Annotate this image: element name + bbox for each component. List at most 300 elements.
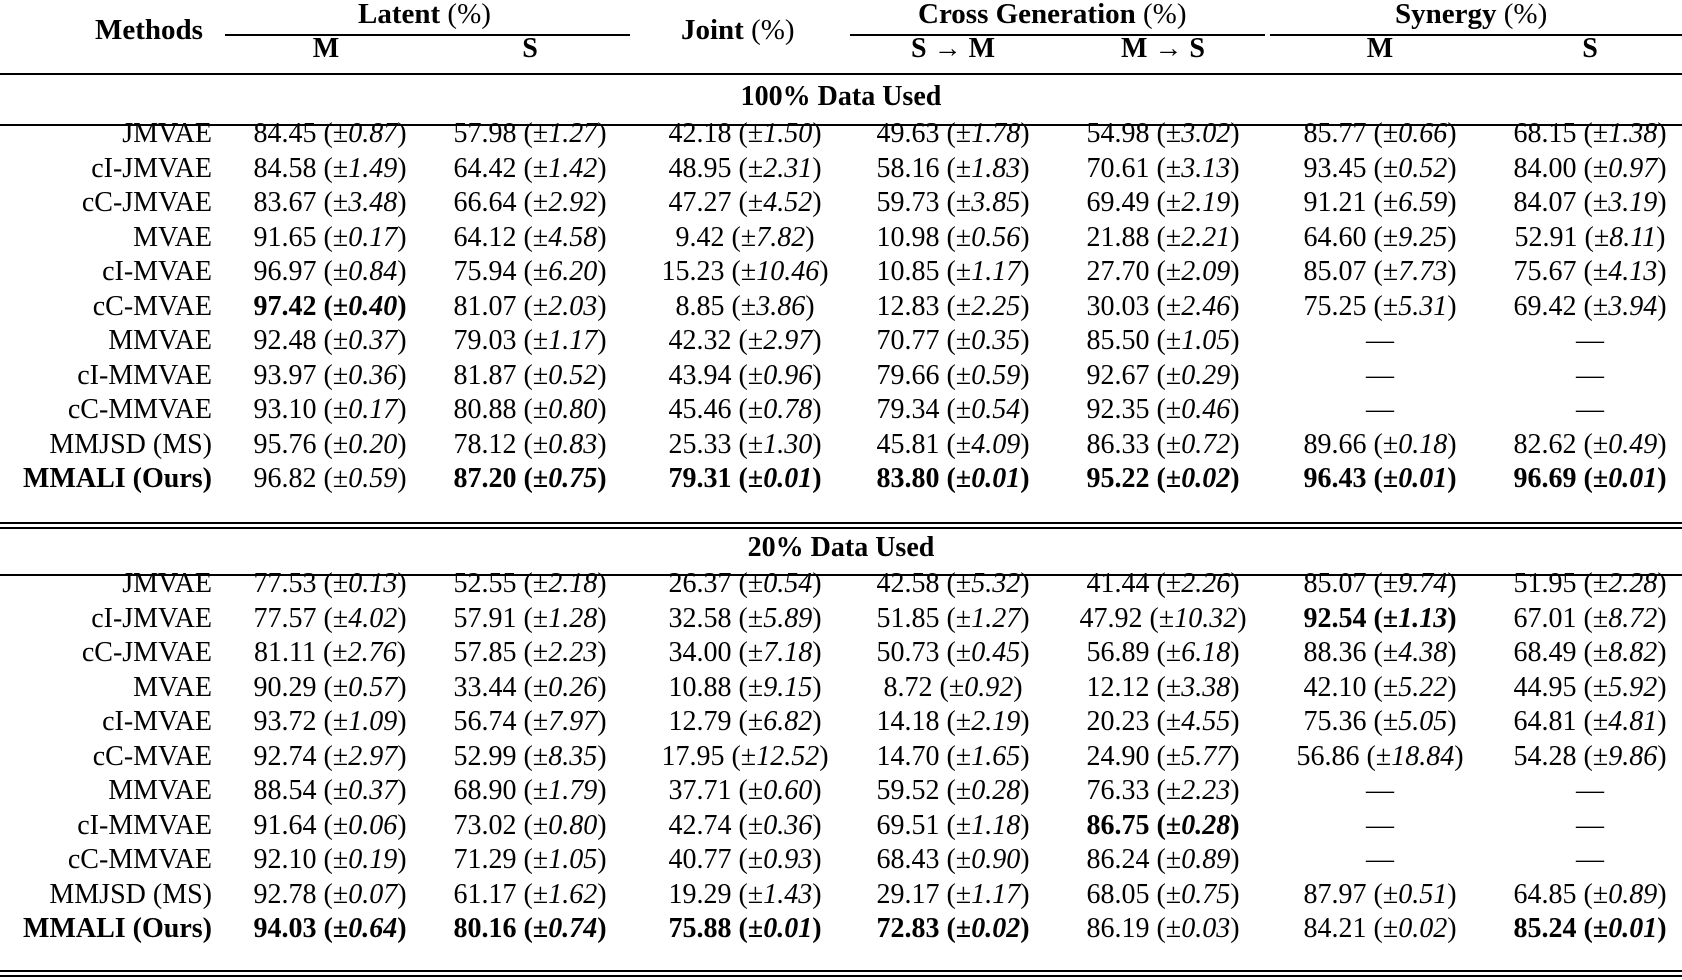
cell-value: 59.73 (876, 187, 940, 218)
cell-std: 2.26 (1181, 568, 1231, 599)
cell-value: 84.45 (253, 118, 317, 149)
cell-std: 4.55 (1181, 706, 1231, 737)
table-cell: 96.97 (±0.84) (253, 256, 407, 287)
table-cell: 71.29 (±1.05) (453, 844, 607, 875)
header-cross: Cross Generation (%) (918, 0, 1187, 30)
table-cell: 75.36 (±5.05) (1303, 706, 1457, 737)
table-cell: 84.07 (±3.19) (1513, 187, 1667, 218)
cell-std: 1.65 (971, 740, 1021, 772)
cell-std: 0.93 (763, 844, 813, 875)
cell-value: 19.29 (668, 878, 732, 910)
cell-value: 92.67 (1086, 359, 1150, 391)
table-cell: 91.21 (±6.59) (1303, 187, 1457, 218)
cell-std: 6.82 (763, 706, 813, 737)
cell-value: 12.12 (1086, 671, 1150, 703)
method-name: cC-MVAE (92, 740, 212, 772)
cell-value: 72.83 (876, 913, 940, 944)
cell-std: 18.84 (1391, 740, 1455, 772)
cell-value: 93.10 (253, 394, 317, 425)
table-cell: 96.43 (±0.01) (1303, 463, 1457, 494)
table-cell: 92.48 (±0.37) (253, 325, 407, 356)
cell-std: 0.80 (548, 809, 598, 841)
cell-std: 3.02 (1181, 118, 1231, 149)
table-cell: 29.17 (±1.17) (876, 878, 1030, 910)
cell-std: 0.90 (971, 844, 1021, 875)
table-cell: 89.66 (±0.18) (1303, 428, 1457, 460)
cell-value: 75.67 (1513, 256, 1577, 287)
cell-value: 69.51 (876, 809, 940, 841)
cell-value: 42.74 (668, 809, 732, 841)
cell-std: 0.07 (348, 878, 398, 910)
table-cell: 68.05 (±0.75) (1086, 878, 1240, 910)
table-cell (1270, 774, 1490, 808)
cell-std: 0.28 (971, 775, 1021, 806)
cell-value: 30.03 (1086, 290, 1150, 322)
cell-value: 40.77 (668, 844, 732, 875)
cell-std: 2.76 (347, 637, 397, 668)
table-cell: 42.18 (±1.50) (668, 118, 822, 149)
table-cell: 61.17 (±1.62) (453, 878, 607, 910)
table-cell (1480, 809, 1682, 843)
table-cell: 43.94 (±0.96) (668, 359, 822, 391)
empty-dash: — (1576, 325, 1604, 356)
cell-std: 0.45 (971, 637, 1021, 668)
empty-dash: — (1366, 394, 1394, 425)
cell-std: 0.01 (1608, 463, 1658, 494)
cell-std: 6.18 (1181, 637, 1231, 668)
cell-value: 45.81 (876, 428, 940, 460)
cell-std: 0.28 (1181, 809, 1231, 841)
table-cell (1480, 393, 1682, 427)
cell-std: 1.09 (348, 706, 398, 737)
cell-std: 0.17 (348, 221, 398, 253)
table-cell: 88.36 (±4.38) (1303, 637, 1457, 668)
cell-std: 1.27 (971, 602, 1021, 634)
method-name: cI-MMVAE (77, 359, 212, 391)
cell-value: 10.98 (876, 221, 940, 253)
cell-value: 92.78 (253, 878, 317, 910)
cell-std: 1.79 (548, 775, 598, 806)
table-cell: 10.98 (±0.56) (876, 221, 1030, 253)
cell-value: 92.10 (253, 844, 317, 875)
table-cell: 92.78 (±0.07) (253, 878, 407, 910)
cell-std: 5.22 (1398, 671, 1448, 703)
method-name: cI-JMVAE (91, 152, 212, 184)
table-cell: 27.70 (±2.09) (1086, 256, 1240, 287)
cell-std: 2.46 (1181, 290, 1231, 322)
cell-std: 7.18 (763, 637, 813, 668)
cell-value: 58.16 (876, 152, 940, 184)
cell-std: 0.49 (1608, 428, 1658, 460)
subheader-latent-s: S (522, 33, 538, 64)
empty-dash: — (1366, 844, 1394, 875)
table-cell: 49.63 (±1.78) (876, 118, 1030, 149)
table-cell: 95.22 (±0.02) (1086, 463, 1240, 494)
cell-value: 43.94 (668, 359, 732, 391)
table-cell: 45.81 (±4.09) (876, 428, 1030, 460)
cell-std: 1.38 (1608, 118, 1658, 149)
table-cell: 96.82 (±0.59) (253, 463, 407, 494)
method-name: MVAE (133, 221, 212, 253)
cell-std: 5.32 (971, 568, 1021, 599)
cell-value: 85.07 (1303, 568, 1367, 599)
cell-value: 91.65 (253, 221, 317, 253)
header-methods: Methods (95, 14, 203, 46)
table-cell: 32.58 (±5.89) (668, 602, 822, 634)
cell-value: 93.97 (253, 359, 317, 391)
table-cell: 93.97 (±0.36) (253, 359, 407, 391)
cell-value: 85.77 (1303, 118, 1367, 149)
table-cell: 33.44 (±0.26) (453, 671, 607, 703)
empty-dash: — (1366, 809, 1394, 841)
cell-value: 88.36 (1303, 637, 1367, 668)
cell-value: 42.32 (668, 325, 732, 356)
table-cell: 64.60 (±9.25) (1303, 221, 1457, 253)
empty-dash: — (1366, 359, 1394, 391)
cell-std: 2.97 (348, 740, 398, 772)
cell-std: 0.89 (1608, 878, 1658, 910)
table-cell: 56.89 (±6.18) (1086, 637, 1240, 668)
cell-value: 34.00 (668, 637, 732, 668)
cell-value: 52.91 (1514, 221, 1578, 253)
table-cell: 94.03 (±0.64) (253, 913, 407, 944)
cell-std: 1.05 (548, 844, 598, 875)
table-cell (1270, 359, 1490, 393)
cell-value: 81.11 (254, 637, 316, 668)
cell-std: 0.75 (548, 463, 598, 494)
table-cell: 81.87 (±0.52) (453, 359, 607, 391)
cell-std: 0.51 (1398, 878, 1448, 910)
cell-std: 3.13 (1181, 152, 1231, 184)
cell-value: 42.18 (668, 118, 732, 149)
cell-std: 1.50 (763, 118, 813, 149)
table-cell: 67.01 (±8.72) (1513, 602, 1667, 634)
cell-std: 10.46 (756, 256, 820, 287)
cell-std: 0.29 (1181, 359, 1231, 391)
table-cell: 47.92 (±10.32) (1079, 602, 1247, 634)
cell-value: 29.17 (876, 878, 940, 910)
cell-std: 0.59 (971, 359, 1021, 391)
table-cell: 42.74 (±0.36) (668, 809, 822, 841)
empty-dash: — (1576, 809, 1604, 841)
cell-value: 54.98 (1086, 118, 1150, 149)
cell-std: 2.19 (971, 706, 1021, 737)
cell-value: 64.42 (453, 152, 517, 184)
cell-value: 79.31 (668, 463, 732, 494)
cell-value: 56.86 (1296, 740, 1360, 772)
table-cell: 75.88 (±0.01) (668, 913, 822, 944)
empty-dash: — (1576, 844, 1604, 875)
cell-std: 8.35 (548, 740, 598, 772)
cell-std: 0.02 (971, 913, 1021, 944)
cell-std: 1.17 (971, 878, 1021, 910)
cell-value: 97.42 (253, 290, 317, 322)
cell-value: 42.10 (1303, 671, 1367, 703)
cell-std: 0.03 (1181, 913, 1231, 944)
cell-value: 14.18 (876, 706, 940, 737)
table-cell: 44.95 (±5.92) (1513, 671, 1667, 703)
cell-value: 86.75 (1086, 809, 1150, 841)
cell-value: 92.74 (253, 740, 317, 772)
table-cell: 66.64 (±2.92) (453, 187, 607, 218)
table-cell: 92.35 (±0.46) (1086, 394, 1240, 425)
table-cell: 70.61 (±3.13) (1086, 152, 1240, 184)
header-latent: Latent (%) (358, 0, 491, 30)
table-cell: 81.07 (±2.03) (453, 290, 607, 322)
table-cell: 93.72 (±1.09) (253, 706, 407, 737)
table-cell: 57.98 (±1.27) (453, 118, 607, 149)
table-cell: 51.95 (±2.28) (1513, 568, 1667, 599)
table-cell: 68.15 (±1.38) (1513, 118, 1667, 149)
table-cell: 56.86 (±18.84) (1296, 740, 1464, 772)
cell-std: 9.86 (1608, 740, 1658, 772)
cell-std: 0.52 (1398, 152, 1448, 184)
method-name: MVAE (133, 671, 212, 703)
table-cell: 41.44 (±2.26) (1086, 568, 1240, 599)
cell-std: 0.80 (548, 394, 598, 425)
cell-value: 87.20 (453, 463, 517, 494)
cell-std: 2.03 (548, 290, 598, 322)
cell-value: 83.67 (253, 187, 317, 218)
cell-value: 71.29 (453, 844, 517, 875)
cell-value: 84.00 (1513, 152, 1577, 184)
table-cell: 52.99 (±8.35) (453, 740, 607, 772)
cell-value: 79.03 (453, 325, 517, 356)
section-divider-bottom (0, 527, 1682, 529)
cell-std: 3.86 (756, 290, 806, 322)
cell-std: 1.17 (548, 325, 598, 356)
table-cell: 92.74 (±2.97) (253, 740, 407, 772)
method-name: cC-JMVAE (81, 637, 212, 668)
cell-std: 0.02 (1398, 913, 1448, 944)
table-cell: 90.29 (±0.57) (253, 671, 407, 703)
cell-std: 2.28 (1608, 568, 1658, 599)
cell-std: 2.31 (763, 152, 813, 184)
cell-std: 0.74 (548, 913, 598, 944)
table-cell: 79.31 (±0.01) (668, 463, 822, 494)
cell-value: 48.95 (668, 152, 732, 184)
cell-std: 0.97 (1608, 152, 1658, 184)
cell-value: 32.58 (668, 602, 732, 634)
cell-std: 1.28 (548, 602, 598, 634)
table-cell: 42.10 (±5.22) (1303, 671, 1457, 703)
table-cell: 86.33 (±0.72) (1086, 428, 1240, 460)
cell-std: 5.89 (763, 602, 813, 634)
method-name: MMVAE (108, 325, 212, 356)
cell-std: 8.82 (1608, 637, 1658, 668)
cell-value: 73.02 (453, 809, 517, 841)
table-cell: 59.52 (±0.28) (876, 775, 1030, 806)
cell-value: 85.24 (1513, 913, 1577, 944)
table-cell: 14.18 (±2.19) (876, 706, 1030, 737)
table-cell (1480, 359, 1682, 393)
cell-value: 95.22 (1086, 463, 1150, 494)
cell-std: 0.92 (964, 671, 1014, 703)
cell-value: 69.49 (1086, 187, 1150, 218)
table-cell: 75.94 (±6.20) (453, 256, 607, 287)
cell-value: 64.81 (1513, 706, 1577, 737)
cell-std: 3.19 (1608, 187, 1658, 218)
cell-std: 0.06 (348, 809, 398, 841)
cell-value: 80.88 (453, 394, 517, 425)
cell-value: 96.43 (1303, 463, 1367, 494)
cell-std: 4.52 (763, 187, 813, 218)
cell-std: 0.26 (548, 671, 598, 703)
header-synergy: Synergy (%) (1395, 0, 1548, 30)
table-cell (1270, 393, 1490, 427)
table-cell: 91.65 (±0.17) (253, 221, 407, 253)
table-cell: 8.85 (±3.86) (675, 290, 815, 322)
cell-std: 4.09 (971, 428, 1021, 460)
empty-dash: — (1366, 775, 1394, 806)
table-cell: 47.27 (±4.52) (668, 187, 822, 218)
method-name: cC-MMVAE (67, 394, 212, 425)
empty-dash: — (1366, 325, 1394, 356)
table-cell: 12.83 (±2.25) (876, 290, 1030, 322)
table-cell (1480, 774, 1682, 808)
cell-std: 5.92 (1608, 671, 1658, 703)
table-cell: 84.45 (±0.87) (253, 118, 407, 149)
cell-std: 0.37 (348, 325, 398, 356)
method-name: MMALI (Ours) (23, 463, 212, 494)
table-cell: 17.95 (±12.52) (661, 740, 829, 772)
table-cell: 93.10 (±0.17) (253, 394, 407, 425)
cell-std: 2.19 (1181, 187, 1231, 218)
cell-std: 0.13 (348, 568, 398, 599)
table-cell: 73.02 (±0.80) (453, 809, 607, 841)
cell-std: 2.92 (548, 187, 598, 218)
cell-value: 24.90 (1086, 740, 1150, 772)
table-cell: 9.42 (±7.82) (675, 221, 815, 253)
table-cell: 59.73 (±3.85) (876, 187, 1030, 218)
cell-value: 26.37 (668, 568, 732, 599)
cell-std: 0.87 (348, 118, 398, 149)
cell-std: 4.13 (1608, 256, 1658, 287)
cell-std: 2.21 (1181, 221, 1231, 253)
table-bottom-rule-1 (0, 970, 1682, 972)
method-name: cI-MVAE (102, 256, 212, 287)
cell-value: 44.95 (1513, 671, 1577, 703)
table-cell: 10.88 (±9.15) (668, 671, 822, 703)
cell-std: 0.84 (348, 256, 398, 287)
cell-value: 9.42 (675, 221, 725, 253)
table-cell: 21.88 (±2.21) (1086, 221, 1240, 253)
cell-value: 67.01 (1513, 602, 1577, 634)
cell-value: 47.27 (668, 187, 732, 218)
cell-value: 79.34 (876, 394, 940, 425)
cell-std: 0.01 (763, 463, 813, 494)
table-cell: 83.80 (±0.01) (876, 463, 1030, 494)
table-cell: 48.95 (±2.31) (668, 152, 822, 184)
cell-value: 17.95 (661, 740, 725, 772)
cell-value: 80.16 (453, 913, 517, 944)
cell-std: 1.43 (763, 878, 813, 910)
cell-std: 0.72 (1181, 428, 1231, 460)
cell-value: 8.85 (675, 290, 725, 322)
cell-std: 0.57 (348, 671, 398, 703)
table-cell: 87.97 (±0.51) (1303, 878, 1457, 910)
table-cell: 69.51 (±1.18) (876, 809, 1030, 841)
cell-value: 87.97 (1303, 878, 1367, 910)
cell-value: 81.07 (453, 290, 517, 322)
cell-value: 82.62 (1513, 428, 1577, 460)
cell-value: 77.53 (253, 568, 317, 599)
cell-value: 49.63 (876, 118, 940, 149)
table-cell: 34.00 (±7.18) (668, 637, 822, 668)
cell-value: 70.61 (1086, 152, 1150, 184)
table-cell: 86.19 (±0.03) (1086, 913, 1240, 944)
table-cell: 85.50 (±1.05) (1086, 325, 1240, 356)
cell-std: 0.46 (1181, 394, 1231, 425)
table-cell: 79.03 (±1.17) (453, 325, 607, 356)
header-bottom-rule (0, 73, 1682, 75)
cell-value: 54.28 (1513, 740, 1577, 772)
cell-value: 92.54 (1303, 602, 1367, 634)
cell-std: 2.23 (1181, 775, 1231, 806)
cell-value: 20.23 (1086, 706, 1150, 737)
cell-value: 57.98 (453, 118, 517, 149)
cell-std: 5.77 (1181, 740, 1231, 772)
table-cell: 95.76 (±0.20) (253, 428, 407, 460)
table-cell: 84.00 (±0.97) (1513, 152, 1667, 184)
section-title-100: 100% Data Used (740, 81, 942, 112)
cell-std: 0.20 (348, 428, 398, 460)
cell-std: 8.72 (1608, 602, 1658, 634)
cell-std: 6.20 (548, 256, 598, 287)
cell-value: 96.82 (253, 463, 317, 494)
table-cell: 87.20 (±0.75) (453, 463, 607, 494)
cell-value: 57.85 (453, 637, 517, 668)
cell-std: 0.01 (1608, 913, 1658, 944)
table-cell: 30.03 (±2.46) (1086, 290, 1240, 322)
cell-value: 68.49 (1513, 637, 1577, 668)
empty-dash: — (1576, 359, 1604, 391)
cell-std: 2.97 (763, 325, 813, 356)
table-cell: 68.49 (±8.82) (1513, 637, 1667, 668)
cell-value: 81.87 (453, 359, 517, 391)
cell-value: 66.64 (453, 187, 517, 218)
cell-value: 68.15 (1513, 118, 1577, 149)
table-cell: 91.64 (±0.06) (253, 809, 407, 841)
table-cell: 85.07 (±7.73) (1303, 256, 1457, 287)
cell-value: 76.33 (1086, 775, 1150, 806)
cell-std: 4.02 (348, 602, 398, 634)
cell-value: 91.64 (253, 809, 317, 841)
cell-value: 25.33 (668, 428, 732, 460)
cell-value: 84.21 (1303, 913, 1367, 944)
table-cell: 64.42 (±1.42) (453, 152, 607, 184)
table-cell: 92.67 (±0.29) (1086, 359, 1240, 391)
cell-value: 56.89 (1086, 637, 1150, 668)
cell-std: 5.05 (1398, 706, 1448, 737)
subheader-latent-m: M (312, 33, 340, 64)
cell-std: 1.49 (348, 152, 398, 184)
table-cell (1270, 809, 1490, 843)
table-cell: 93.45 (±0.52) (1303, 152, 1457, 184)
cell-value: 21.88 (1086, 221, 1150, 253)
cell-value: 57.91 (453, 602, 517, 634)
table-cell: 20.23 (±4.55) (1086, 706, 1240, 737)
cell-std: 7.97 (548, 706, 598, 737)
cell-std: 0.01 (763, 913, 813, 944)
cell-std: 0.59 (348, 463, 398, 494)
cell-value: 52.99 (453, 740, 517, 772)
cell-std: 2.25 (971, 290, 1021, 322)
cell-std: 3.48 (348, 187, 398, 218)
cell-std: 0.75 (1181, 878, 1231, 910)
table-cell: 69.42 (±3.94) (1513, 290, 1667, 322)
cell-value: 90.29 (253, 671, 317, 703)
